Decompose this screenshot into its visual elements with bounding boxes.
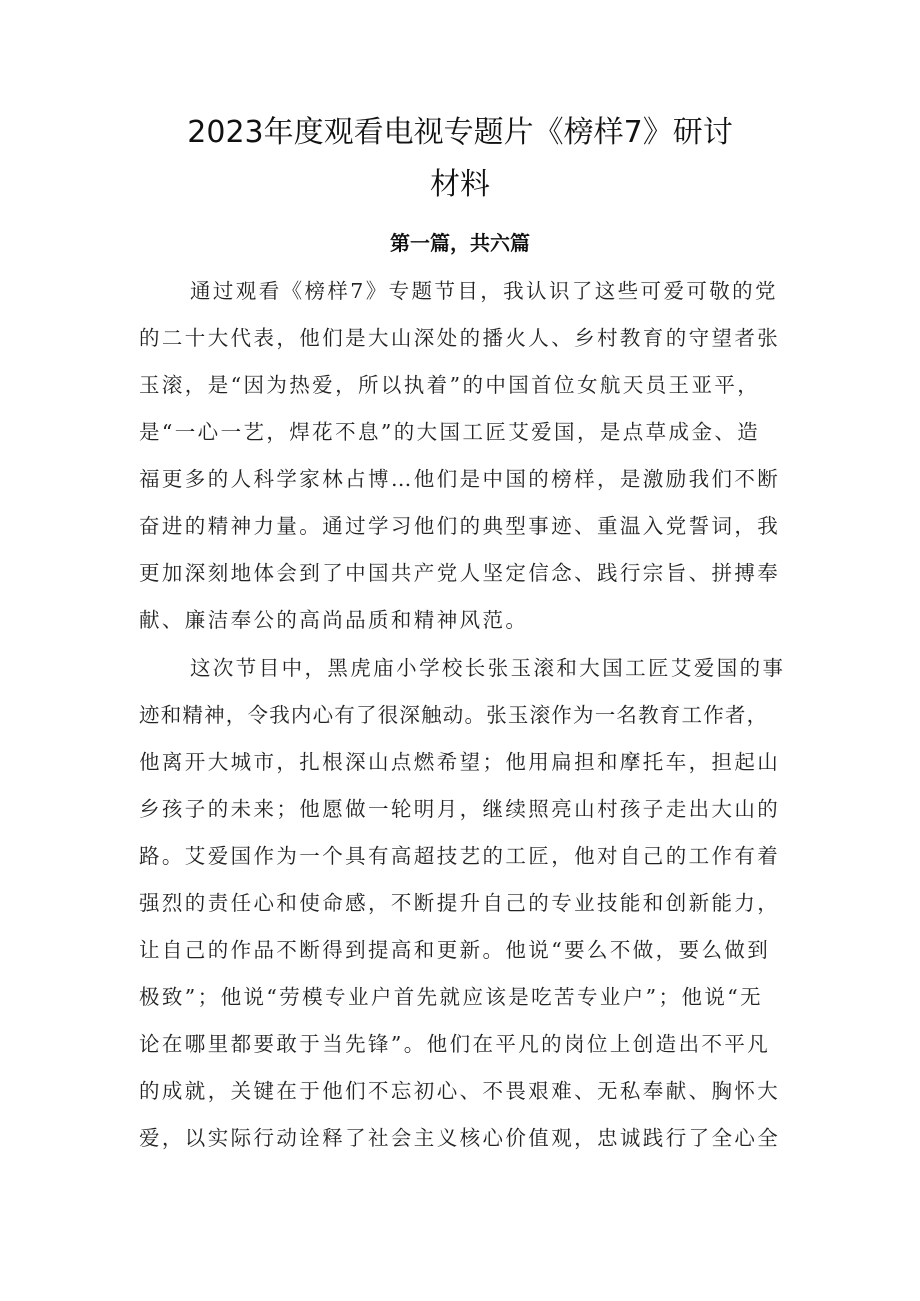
paragraph-2-line: 他离开大城市，扎根深山点燃希望；他用扁担和摩托车，担起山	[139, 750, 781, 774]
paragraph-2-line: 迹和精神，令我内心有了很深触动。张玉滚作为一名教育工作者，	[139, 703, 769, 727]
paragraph-2-line: 让自己的作品不断得到提高和更新。他说“要么不做，要么做到	[139, 938, 771, 962]
paragraph-1-line: 是“一心一艺，焊花不息”的大国工匠艾爱国，是点草成金、造	[139, 420, 761, 444]
paragraph-2-line: 乡孩子的未来；他愿做一轮明月，继续照亮山村孩子走出大山的	[139, 797, 781, 821]
paragraph-1-line: 献、廉洁奉公的高尚品质和精神风范。	[139, 608, 529, 632]
paragraph-1-line: 通过观看《榜样7》专题节目，我认识了这些可爱可敬的党	[190, 279, 778, 303]
paragraph-2-line: 路。艾爱国作为一个具有高超技艺的工匠，他对自己的工作有着	[139, 844, 781, 868]
paragraph-1-line: 玉滚，是“因为热爱，所以执着”的中国首位女航天员王亚平，	[139, 373, 761, 397]
paragraph-2-line: 爱，以实际行动诠释了社会主义核心价值观，忠诚践行了全心全	[139, 1126, 781, 1150]
paragraph-1-line: 福更多的人科学家林占博…他们是中国的榜样，是激励我们不断	[139, 467, 781, 491]
paragraph-2-line: 论在哪里都要敢于当先锋”。他们在平凡的岗位上创造出不平凡	[139, 1032, 771, 1056]
paragraph-2-line: 的成就，关键在于他们不忘初心、不畏艰难、无私奉献、胸怀大	[139, 1079, 781, 1103]
paragraph-2-line: 强烈的责任心和使命感，不断提升自己的专业技能和创新能力，	[139, 891, 781, 915]
paragraph-1-line: 更加深刻地体会到了中国共产党人坚定信念、践行宗旨、拼搏奉	[139, 561, 781, 585]
paragraph-2-line: 这次节目中，黑虎庙小学校长张玉滚和大国工匠艾爱国的事	[190, 656, 786, 680]
paragraph-1-line: 的二十大代表，他们是大山深处的播火人、乡村教育的守望者张	[139, 326, 781, 350]
paragraph-1-line: 奋进的精神力量。通过学习他们的典型事迹、重温入党誓词，我	[139, 514, 781, 538]
document-title-line-2: 材料	[430, 167, 490, 202]
paragraph-2-line: 极致”；他说“劳模专业户首先就应该是吃苦专业户”；他说“无	[139, 985, 764, 1009]
document-title-line-1: 2023年度观看电视专题片《榜样7》研讨	[187, 115, 733, 150]
document-subtitle: 第一篇，共六篇	[390, 231, 530, 255]
